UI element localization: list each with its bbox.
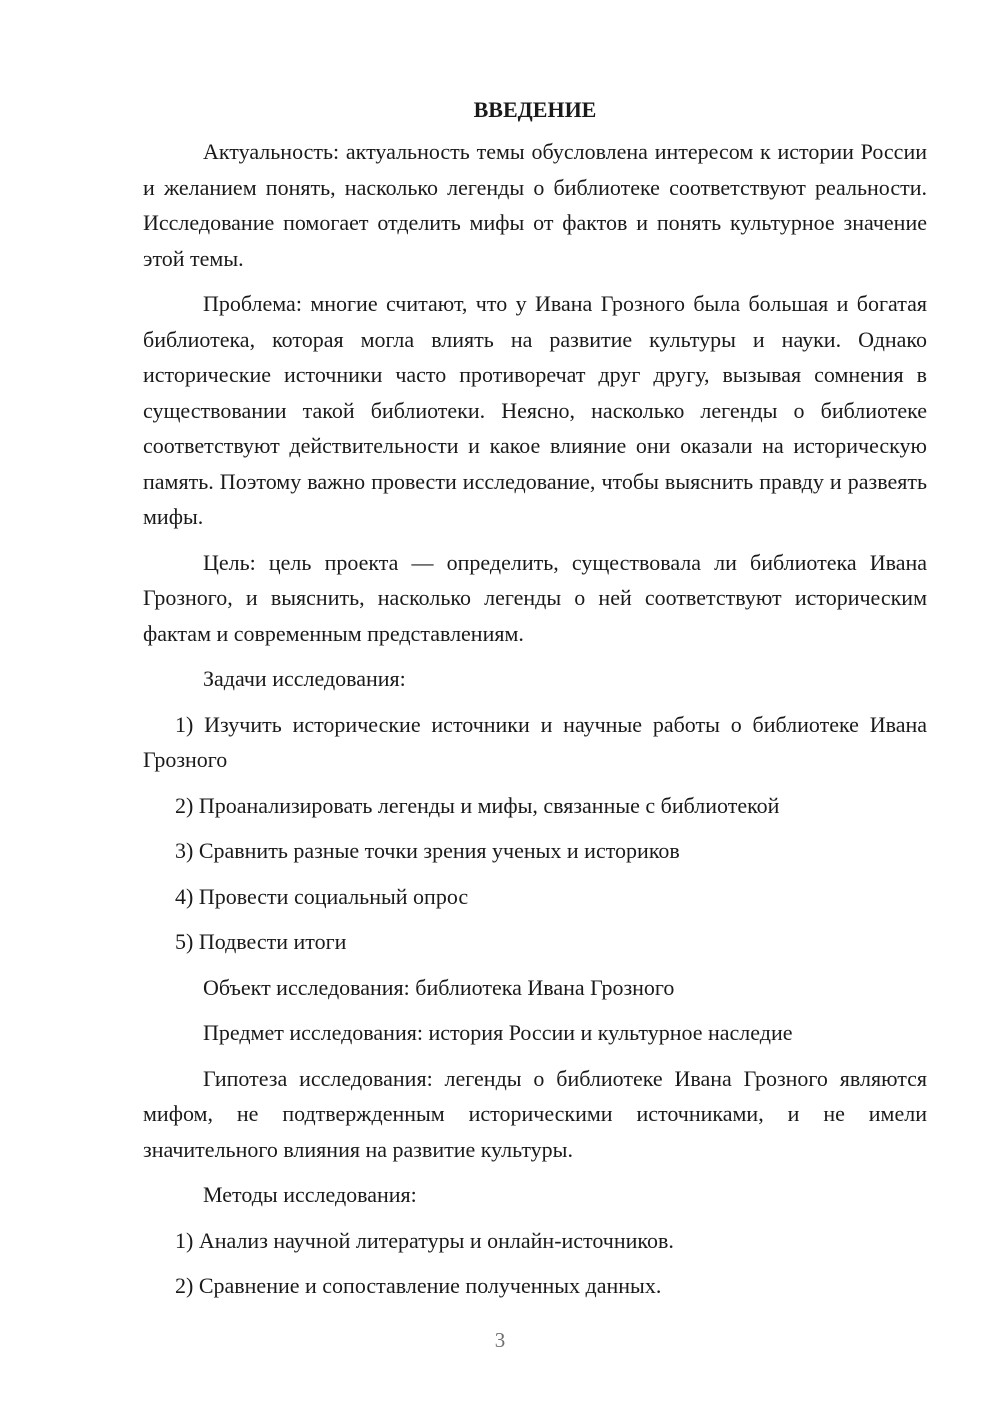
method-item-2: 2) Сравнение и сопоставление полученных данных. [175,1273,662,1298]
paragraph-actuality: Актуальность: актуальность темы обусловлена интересом к истории России и желанием понять, насколько легенды о библиотеке соответствуют реальности. Исследование помогает отделить мифы от фактов и понять культурное значение этой темы. [143,139,927,271]
document-page [143,92,927,1314]
section-title: ВВЕДЕНИЕ [473,97,597,122]
task-item-3: 3) Сравнить разные точки зрения ученых и историков [175,838,680,863]
methods-heading: Методы исследования: [203,1182,417,1207]
paragraph-goal: Цель: цель проекта — определить, существовала ли библиотека Ивана Грозного, и выяснить, насколько легенды о ней соответствуют историческим фактам и современным представлениям. [143,549,927,646]
task-item-4: 4) Провести социальный опрос [175,883,469,909]
research-subject: Предмет исследования: история России и культурное наследие [203,1020,793,1045]
page-number: 3 [494,1328,506,1352]
tasks-heading: Задачи исследования: [203,666,406,691]
method-item-1: 1) Анализ научной литературы и онлайн-источников. [175,1227,674,1253]
task-item-1: 1) Изучить исторические источники и научные работы о библиотеке Ивана Грозного [143,711,927,772]
task-item-5: 5) Подвести итоги [175,929,347,954]
research-object: Объект исследования: библиотека Ивана Грозного [203,974,675,1000]
paragraph-hypothesis: Гипотеза исследования: легенды о библиотеке Ивана Грозного являются мифом, не подтвержденным историческими источниками, и не имели значительного влияния на развитие культуры. [143,1065,927,1162]
task-item-2: 2) Проанализировать легенды и мифы, связанные с библиотекой [175,792,780,818]
paragraph-problem: Проблема: многие считают, что у Ивана Грозного была большая и богатая библиотека, которая могла влиять на развитие культуры и науки. Однако исторические источники часто противоречат друг другу, вызывая сомнения в существовании такой библиотеки. Неясно, насколько легенды о библиотеке соответствуют действительности и какое влияние они оказали на историческую память. Поэтому важно провести исследование, чтобы выяснить правду и развеять мифы. [143,291,927,529]
